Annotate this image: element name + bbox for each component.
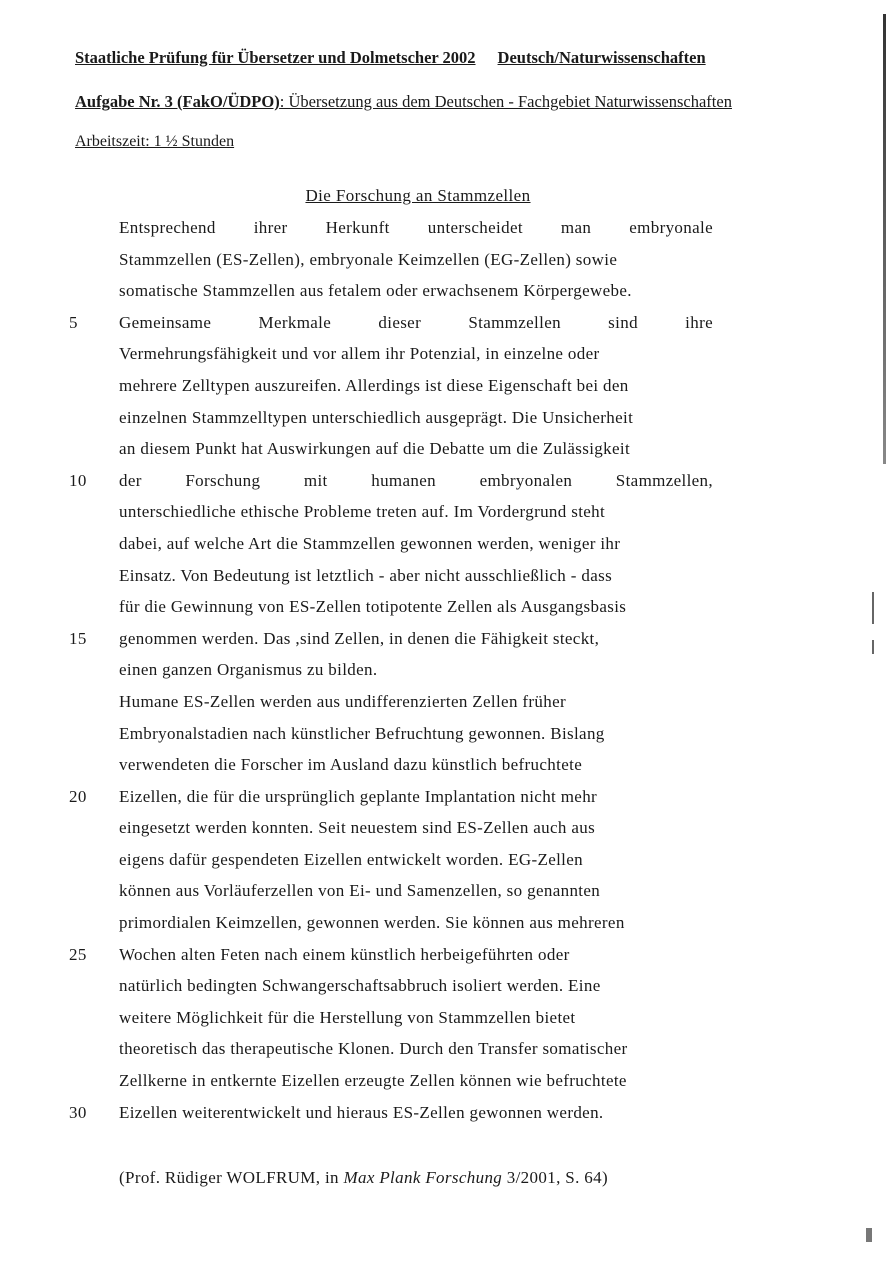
citation-suffix: 3/2001, S. 64) [502, 1168, 608, 1187]
text-line [69, 307, 713, 339]
text-line [119, 844, 713, 876]
text-line [69, 781, 713, 813]
citation [119, 1168, 608, 1188]
text-line [119, 718, 713, 750]
line-text: Stammzellen (ES-Zellen), embryonale Keimzellen (EG-Zellen) sowie [119, 249, 618, 269]
line-text: Embryonalstadien nach künstlicher Befruchtung gewonnen. Bislang [119, 723, 605, 743]
task-header [75, 92, 875, 112]
text-line [69, 939, 713, 971]
text-line [119, 812, 713, 844]
line-text: Zellkerne in entkernte Eizellen erzeugte Zellen können wie befruchtete [119, 1071, 627, 1091]
line-text: Gemeinsame Merkmale dieser Stammzellen sind ihre [119, 312, 713, 332]
text-line [119, 1065, 713, 1097]
text-line [119, 402, 713, 434]
exam-title: Staatliche Prüfung für Übersetzer und Dolmetscher 2002 [75, 48, 476, 67]
text-line [119, 560, 713, 592]
citation-prefix: (Prof. Rüdiger WOLFRUM, in [119, 1168, 344, 1187]
line-text: an diesem Punkt hat Auswirkungen auf die Debatte um die Zulässigkeit [119, 439, 631, 459]
line-number: 5 [69, 312, 78, 332]
text-line [119, 749, 713, 781]
text-line [119, 338, 713, 370]
line-text: natürlich bedingten Schwangerschaftsabbruch isoliert werden. Eine [119, 976, 601, 996]
line-text: Vermehrungsfähigkeit und vor allem ihr Potenzial, in einzelne oder [119, 344, 600, 364]
text-line [119, 686, 713, 718]
line-text: unterschiedliche ethische Probleme treten auf. Im Vordergrund steht [119, 502, 606, 522]
text-line [119, 370, 713, 402]
line-text: der Forschung mit humanen embryonalen Stammzellen, [119, 470, 713, 490]
line-text: Einsatz. Von Bedeutung ist letztlich - aber nicht ausschließlich - dass [119, 565, 613, 585]
line-text: können aus Vorläuferzellen von Ei- und Samenzellen, so genannten [119, 881, 601, 901]
task-description: : Übersetzung aus dem Deutschen - Fachgebiet Naturwissenschaften [279, 92, 732, 111]
text-line [119, 212, 713, 244]
text-line [69, 623, 713, 655]
text-line [119, 1002, 713, 1034]
text-line [119, 1033, 713, 1065]
text-line [119, 433, 713, 465]
line-text: Entsprechend ihrer Herkunft unterscheidet man embryonale [119, 218, 713, 237]
citation-journal: Max Plank Forschung [343, 1168, 503, 1187]
text-line [119, 528, 713, 560]
scan-mark [866, 1228, 872, 1242]
line-text: Humane ES-Zellen werden aus undifferenzierten Zellen früher [119, 691, 567, 711]
text-line [119, 970, 713, 1002]
text-line [69, 1097, 713, 1129]
line-text: verwendeten die Forscher im Ausland dazu künstlich befruchtete [119, 755, 583, 775]
text-line [119, 275, 713, 307]
document-title: Die Forschung an Stammzellen [305, 186, 531, 205]
scan-mark [872, 640, 874, 654]
text-line [69, 465, 713, 497]
text-body [69, 212, 713, 1128]
scan-mark [872, 592, 874, 624]
line-text: Eizellen, die für die ursprünglich geplante Implantation nicht mehr [119, 786, 598, 806]
line-number: 25 [69, 944, 87, 964]
line-text: dabei, auf welche Art die Stammzellen gewonnen werden, weniger ihr [119, 533, 621, 553]
text-line [119, 654, 713, 686]
line-text: für die Gewinnung von ES-Zellen totipotente Zellen als Ausgangsbasis [119, 597, 627, 617]
line-number: 30 [69, 1102, 87, 1122]
line-text: theoretisch das therapeutische Klonen. Durch den Transfer somatischer [119, 1039, 628, 1059]
line-number: 10 [69, 470, 87, 490]
line-text: somatische Stammzellen aus fetalem oder erwachsenem Körpergewebe. [119, 281, 632, 301]
line-number: 15 [69, 628, 87, 648]
line-text: einen ganzen Organismus zu bilden. [119, 660, 378, 680]
text-line [119, 907, 713, 939]
scan-edge-line [883, 14, 886, 464]
line-text: einzelnen Stammzelltypen unterschiedlich ausgeprägt. Die Unsicherheit [119, 407, 634, 427]
line-text: Wochen alten Feten nach einem künstlich herbeigeführten oder [119, 944, 570, 964]
task-number: Aufgabe Nr. 3 (FakO/ÜDPO) [75, 92, 280, 111]
text-line [119, 496, 713, 528]
line-text: mehrere Zelltypen auszureifen. Allerdings ist diese Eigenschaft bei den [119, 375, 629, 395]
line-number: 20 [69, 786, 87, 806]
line-text: eingesetzt werden konnten. Seit neuestem sind ES-Zellen auch aus [119, 818, 596, 838]
line-text: Eizellen weiterentwickelt und hieraus ES-Zellen gewonnen werden. [119, 1102, 604, 1122]
line-text: genommen werden. Das ,sind Zellen, in denen die Fähigkeit steckt, [119, 628, 600, 648]
text-line [119, 244, 713, 276]
line-text: primordialen Keimzellen, gewonnen werden. Sie können aus mehreren [119, 913, 625, 933]
line-text: eigens dafür gespendeten Eizellen entwickelt worden. EG-Zellen [119, 849, 583, 869]
working-time: Arbeitszeit: 1 ½ Stunden [75, 133, 235, 150]
text-line [119, 875, 713, 907]
text-line [119, 591, 713, 623]
exam-header [75, 48, 835, 68]
line-text: weitere Möglichkeit für die Herstellung von Stammzellen bietet [119, 1007, 576, 1027]
exam-subject: Deutsch/Naturwissenschaften [497, 48, 706, 67]
